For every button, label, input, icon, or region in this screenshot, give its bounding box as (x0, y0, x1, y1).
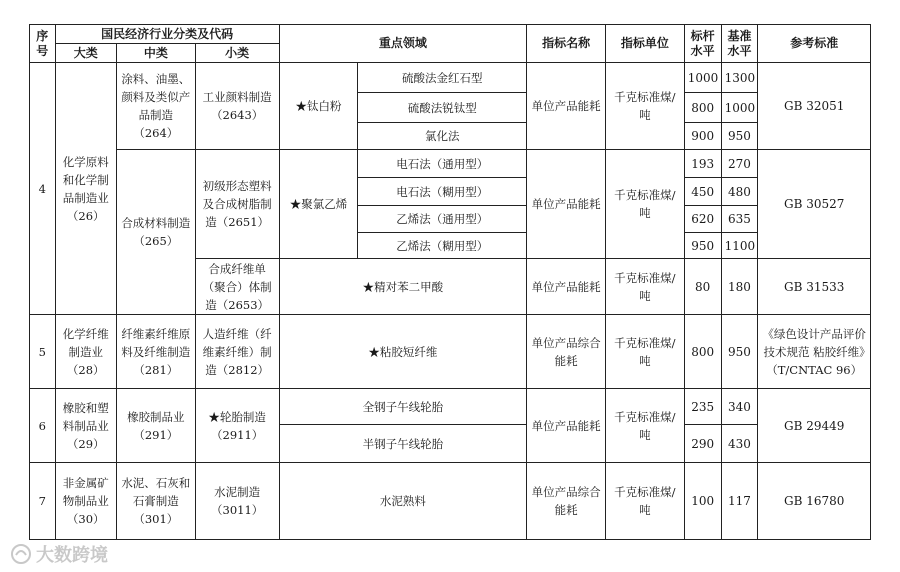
focus-product-cell: ★钛白粉 (279, 63, 358, 150)
reference-cell: 《绿色设计产品评价技术规范 粘胶纤维》（T/CNTAC 96） (758, 315, 871, 389)
header-reference: 参考标准 (758, 25, 871, 63)
focus-product-cell: 水泥熟料 (279, 463, 527, 540)
minor-category-cell: 工业颜料制造（2643） (195, 63, 279, 150)
medium-category-cell: 纤维素纤维原料及纤维制造（281） (116, 315, 195, 389)
seq-cell: 4 (30, 63, 56, 315)
header-seq: 序号 (30, 25, 56, 63)
process-cell: 乙烯法（通用型） (358, 206, 527, 233)
benchmark-cell: 450 (684, 178, 721, 206)
benchmark-cell: 193 (684, 150, 721, 178)
benchmark-cell: 800 (684, 315, 721, 389)
reference-cell: GB 16780 (758, 463, 871, 540)
medium-category-cell: 涂料、油墨、颜料及类似产品制造（264） (116, 63, 195, 150)
header-minor: 小类 (195, 44, 279, 63)
focus-product-cell: ★聚氯乙烯 (279, 150, 358, 259)
minor-category-cell: 水泥制造（3011） (195, 463, 279, 540)
header-indicator-name: 指标名称 (527, 25, 606, 63)
minor-category-cell: ★轮胎制造（2911） (195, 389, 279, 463)
process-cell: 电石法（糊用型） (358, 178, 527, 206)
reference-cell: GB 32051 (758, 63, 871, 150)
benchmark-cell: 290 (684, 425, 721, 463)
header-focus: 重点领域 (279, 25, 527, 63)
benchmark-cell: 950 (684, 233, 721, 259)
medium-category-cell: 橡胶制品业（291） (116, 389, 195, 463)
watermark (10, 541, 108, 567)
baseline-cell: 270 (721, 150, 758, 178)
medium-category-cell: 水泥、石灰和石膏制造（301） (116, 463, 195, 540)
watermark-text: 大数跨境 (36, 545, 108, 566)
table-row (30, 463, 871, 540)
benchmark-cell: 100 (684, 463, 721, 540)
indicator-name-cell: 单位产品能耗 (527, 259, 606, 315)
indicator-name-cell: 单位产品能耗 (527, 150, 606, 259)
baseline-cell: 1100 (721, 233, 758, 259)
process-cell: 硫酸法锐钛型 (358, 93, 527, 123)
baseline-cell: 340 (721, 389, 758, 425)
table-row (30, 150, 871, 178)
baseline-cell: 1000 (721, 93, 758, 123)
indicator-name-cell: 单位产品综合能耗 (527, 463, 606, 540)
major-category-cell: 化学纤维制造业（28） (55, 315, 116, 389)
benchmark-cell: 235 (684, 389, 721, 425)
header-classification: 国民经济行业分类及代码 (55, 25, 279, 44)
header-baseline: 基准水平 (721, 25, 758, 63)
seq-cell: 6 (30, 389, 56, 463)
indicator-unit-cell: 千克标准煤/吨 (605, 150, 684, 259)
indicator-name-cell: 单位产品能耗 (527, 389, 606, 463)
benchmark-cell: 1000 (684, 63, 721, 93)
baseline-cell: 950 (721, 123, 758, 150)
major-category-cell: 化学原料和化学制品制造业（26） (55, 63, 116, 315)
header-indicator-unit: 指标单位 (605, 25, 684, 63)
process-cell: 乙烯法（糊用型） (358, 233, 527, 259)
focus-product-cell: ★精对苯二甲酸 (279, 259, 527, 315)
minor-category-cell: 合成纤维单（聚合）体制造（2653） (195, 259, 279, 315)
benchmark-cell: 620 (684, 206, 721, 233)
major-category-cell: 非金属矿物制品业（30） (55, 463, 116, 540)
process-cell: 硫酸法金红石型 (358, 63, 527, 93)
baseline-cell: 430 (721, 425, 758, 463)
header-major: 大类 (55, 44, 116, 63)
indicator-unit-cell: 千克标准煤/吨 (605, 315, 684, 389)
indicator-name-cell: 单位产品能耗 (527, 63, 606, 150)
medium-category-cell: 合成材料制造（265） (116, 150, 195, 315)
baseline-cell: 480 (721, 178, 758, 206)
seq-cell: 7 (30, 463, 56, 540)
baseline-cell: 1300 (721, 63, 758, 93)
process-cell: 电石法（通用型） (358, 150, 527, 178)
indicator-unit-cell: 千克标准煤/吨 (605, 259, 684, 315)
seq-cell: 5 (30, 315, 56, 389)
energy-benchmark-table (29, 24, 871, 540)
brand-logo-icon (10, 543, 32, 565)
baseline-cell: 180 (721, 259, 758, 315)
indicator-unit-cell: 千克标准煤/吨 (605, 463, 684, 540)
benchmark-cell: 80 (684, 259, 721, 315)
minor-category-cell: 初级形态塑料及合成树脂制造（2651） (195, 150, 279, 259)
baseline-cell: 635 (721, 206, 758, 233)
header-benchmark: 标杆水平 (684, 25, 721, 63)
table-row (30, 315, 871, 389)
indicator-name-cell: 单位产品综合能耗 (527, 315, 606, 389)
reference-cell: GB 30527 (758, 150, 871, 259)
reference-cell: GB 31533 (758, 259, 871, 315)
baseline-cell: 117 (721, 463, 758, 540)
minor-category-cell: 人造纤维（纤维素纤维）制造（2812） (195, 315, 279, 389)
indicator-unit-cell: 千克标准煤/吨 (605, 389, 684, 463)
baseline-cell: 950 (721, 315, 758, 389)
process-cell: 全钢子午线轮胎 (279, 389, 527, 425)
benchmark-cell: 900 (684, 123, 721, 150)
table-row (30, 63, 871, 93)
major-category-cell: 橡胶和塑料制品业（29） (55, 389, 116, 463)
header-medium: 中类 (116, 44, 195, 63)
benchmark-cell: 800 (684, 93, 721, 123)
indicator-unit-cell: 千克标准煤/吨 (605, 63, 684, 150)
focus-product-cell: ★粘胶短纤维 (279, 315, 527, 389)
table-row (30, 389, 871, 425)
reference-cell: GB 29449 (758, 389, 871, 463)
process-cell: 半钢子午线轮胎 (279, 425, 527, 463)
header-row-1 (30, 25, 871, 44)
process-cell: 氯化法 (358, 123, 527, 150)
